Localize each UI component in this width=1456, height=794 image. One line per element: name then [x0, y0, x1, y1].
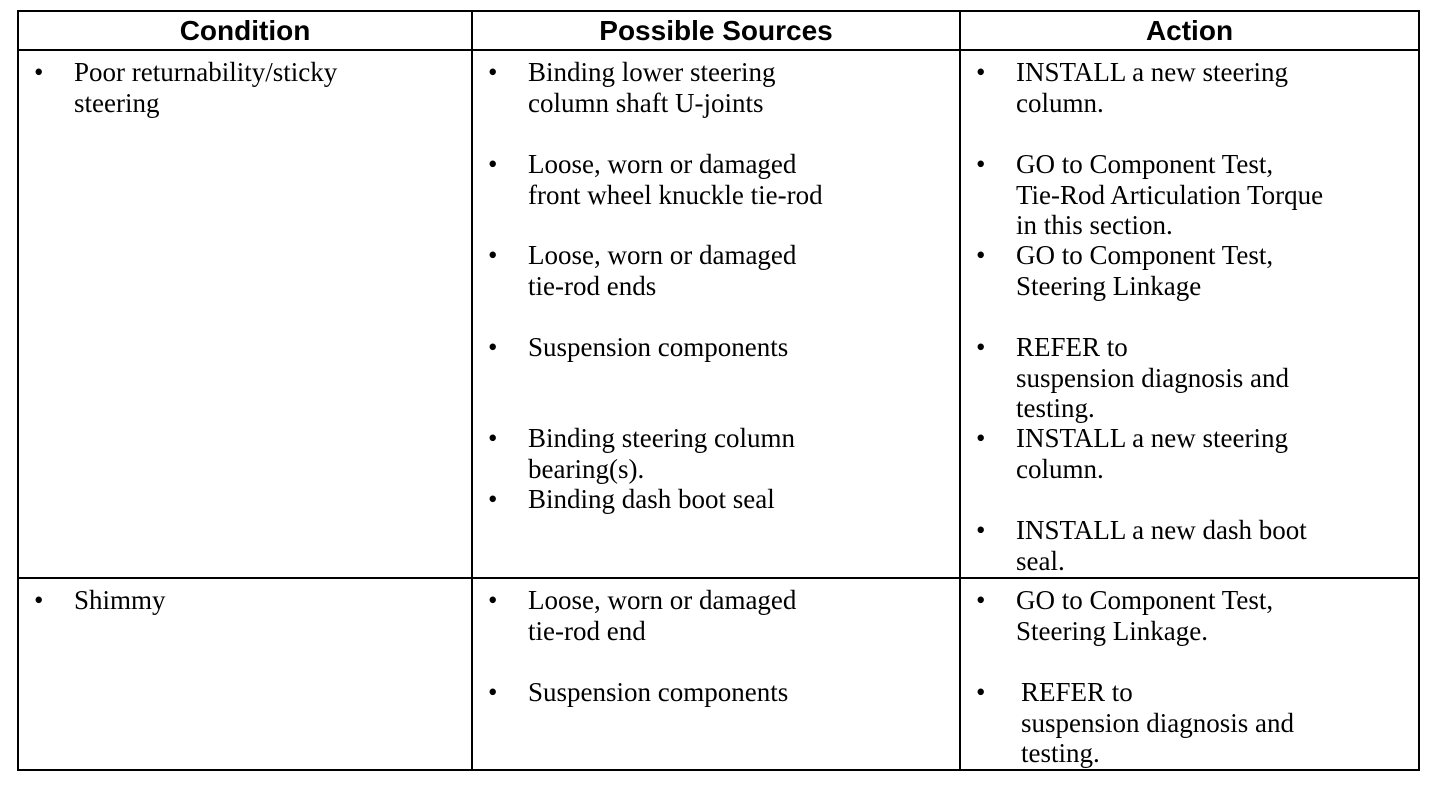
- list-item: [961, 149, 1414, 241]
- list-item: [961, 585, 1414, 646]
- bullet-icon: •: [488, 677, 498, 707]
- action-text: GO to Component Test, Tie-Rod Articulation Torque in this section.: [1016, 149, 1324, 240]
- list-item: [19, 585, 467, 616]
- bullet-icon: •: [976, 423, 986, 453]
- action-text: REFER to suspension diagnosis and testing.: [1021, 677, 1294, 768]
- list-item: [961, 332, 1414, 424]
- bullet-icon: •: [488, 332, 498, 362]
- bullet-icon: •: [34, 585, 44, 615]
- source-text: Binding lower steering column shaft U-joints: [528, 57, 776, 118]
- list-item: [473, 677, 955, 708]
- bullet-icon: •: [976, 677, 986, 707]
- action-text: INSTALL a new steering column.: [1016, 57, 1289, 118]
- table-row: [18, 50, 1419, 578]
- bullet-icon: •: [488, 423, 498, 453]
- action-text: INSTALL a new dash boot seal.: [1016, 515, 1307, 576]
- bullet-icon: •: [488, 149, 498, 179]
- list-item: [961, 423, 1414, 484]
- list-item: [473, 149, 955, 210]
- list-item: [961, 515, 1414, 576]
- sources-cell: [472, 50, 960, 578]
- bullet-icon: •: [976, 240, 986, 270]
- action-cell: [960, 50, 1419, 578]
- action-text: GO to Component Test, Steering Linkage: [1016, 240, 1274, 301]
- source-text: Binding steering column bearing(s).: [528, 423, 795, 484]
- bullet-icon: •: [976, 332, 986, 362]
- bullet-icon: •: [488, 585, 498, 615]
- source-text: Suspension components: [528, 677, 789, 707]
- list-item: [473, 585, 955, 646]
- header-action: Action: [960, 11, 1419, 50]
- source-text: Binding dash boot seal: [528, 484, 775, 514]
- list-item: [961, 677, 1414, 769]
- list-item: [473, 423, 955, 484]
- sources-cell: [472, 578, 960, 770]
- list-item: [961, 240, 1414, 301]
- table-row: [18, 578, 1419, 770]
- list-item: [473, 240, 955, 301]
- source-text: Loose, worn or damaged tie-rod end: [528, 585, 797, 646]
- condition-cell: [18, 578, 472, 770]
- bullet-icon: •: [34, 57, 44, 87]
- header-condition: Condition: [18, 11, 472, 50]
- bullet-icon: •: [488, 484, 498, 514]
- diagnosis-table: [17, 10, 1420, 771]
- condition-text: Poor returnability/sticky steering: [74, 57, 338, 118]
- source-text: Suspension components: [528, 332, 789, 362]
- condition-cell: [18, 50, 472, 578]
- bullet-icon: •: [488, 57, 498, 87]
- source-text: Loose, worn or damaged tie-rod ends: [528, 240, 797, 301]
- condition-text: Shimmy: [74, 585, 166, 615]
- list-item: [19, 57, 467, 118]
- source-text: Loose, worn or damaged front wheel knuckle tie-rod: [528, 149, 823, 210]
- list-item: [961, 57, 1414, 118]
- header-row: [18, 11, 1419, 50]
- action-text: INSTALL a new steering column.: [1016, 423, 1289, 484]
- list-item: [473, 484, 955, 515]
- bullet-icon: •: [976, 149, 986, 179]
- bullet-icon: •: [976, 57, 986, 87]
- action-cell: [960, 578, 1419, 770]
- bullet-icon: •: [488, 240, 498, 270]
- bullet-icon: •: [976, 515, 986, 545]
- bullet-icon: •: [976, 585, 986, 615]
- action-text: REFER to suspension diagnosis and testing.: [1016, 332, 1289, 423]
- header-possible-sources: Possible Sources: [472, 11, 960, 50]
- list-item: [473, 332, 955, 363]
- action-text: GO to Component Test, Steering Linkage.: [1016, 585, 1274, 646]
- list-item: [473, 57, 955, 118]
